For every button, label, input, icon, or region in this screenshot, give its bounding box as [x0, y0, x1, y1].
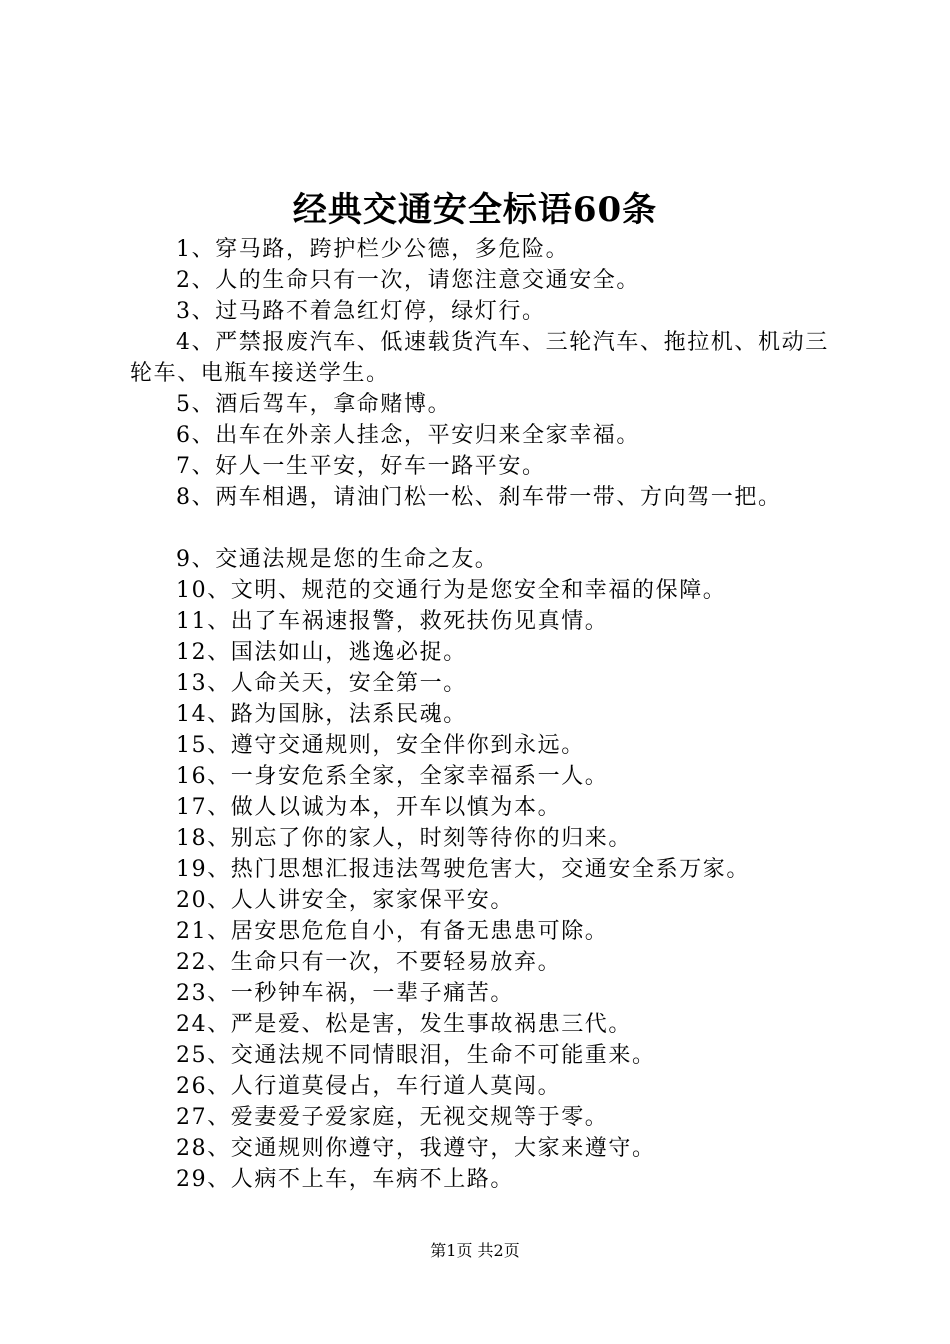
list-item: 12、国法如山，逃逸必捉。 — [176, 640, 467, 665]
list-item: 29、人病不上车，车病不上路。 — [176, 1167, 514, 1192]
list-item: 18、别忘了你的家人，时刻等待你的归来。 — [176, 826, 632, 851]
list-item: 27、爱妻爱子爱家庭，无视交规等于零。 — [176, 1105, 609, 1130]
list-item: 17、做人以诚为本，开车以慎为本。 — [176, 795, 562, 820]
list-item: 24、严是爱、松是害，发生事故祸患三代。 — [176, 1012, 632, 1037]
list-item: 2、人的生命只有一次，请您注意交通安全。 — [176, 268, 640, 293]
list-item: 13、人命关天，安全第一。 — [176, 671, 467, 696]
list-item: 3、过马路不着急红灯停，绿灯行。 — [176, 299, 546, 324]
list-item: 16、一身安危系全家，全家幸福系一人。 — [176, 764, 609, 789]
list-item: 19、热门思想汇报违法驾驶危害大，交通安全系万家。 — [176, 857, 750, 882]
page-footer: 第1页 共2页 — [430, 1241, 520, 1260]
list-item: 20、人人讲安全，家家保平安。 — [176, 888, 514, 913]
list-item: 4、严禁报废汽车、低速载货汽车、三轮汽车、拖拉机、机动三轮车、电瓶车接送学生。 — [130, 330, 829, 386]
list-item: 9、交通法规是您的生命之友。 — [176, 547, 499, 572]
list-item: 28、交通规则你遵守，我遵守，大家来遵守。 — [176, 1136, 656, 1161]
list-item: 25、交通法规不同情眼泪，生命不可能重来。 — [176, 1043, 656, 1068]
list-item: 21、居安思危危自小，有备无患患可除。 — [176, 919, 609, 944]
list-item: 26、人行道莫侵占，车行道人莫闯。 — [176, 1074, 562, 1099]
list-item: 23、一秒钟车祸，一辈子痛苦。 — [176, 981, 514, 1006]
list-item: 1、穿马路，跨护栏少公德，多危险。 — [176, 237, 570, 262]
list-item: 6、出车在外亲人挂念，平安归来全家幸福。 — [176, 423, 640, 448]
list-item: 22、生命只有一次，不要轻易放弃。 — [176, 950, 562, 975]
page-title: 经典交通安全标语60条 — [292, 190, 658, 230]
list-item: 7、好人一生平安，好车一路平安。 — [176, 454, 546, 479]
list-item: 15、遵守交通规则，安全伴你到永远。 — [176, 733, 585, 758]
list-item: 5、酒后驾车，拿命赌博。 — [176, 392, 452, 417]
list-item: 10、文明、规范的交通行为是您安全和幸福的保障。 — [176, 578, 727, 603]
list-item: 11、出了车祸速报警，救死扶伤见真情。 — [176, 609, 609, 634]
list-item: 14、路为国脉，法系民魂。 — [176, 702, 467, 727]
list-item: 8、两车相遇，请油门松一松、刹车带一带、方向驾一把。 — [176, 485, 782, 510]
slogan-list — [130, 234, 840, 1195]
